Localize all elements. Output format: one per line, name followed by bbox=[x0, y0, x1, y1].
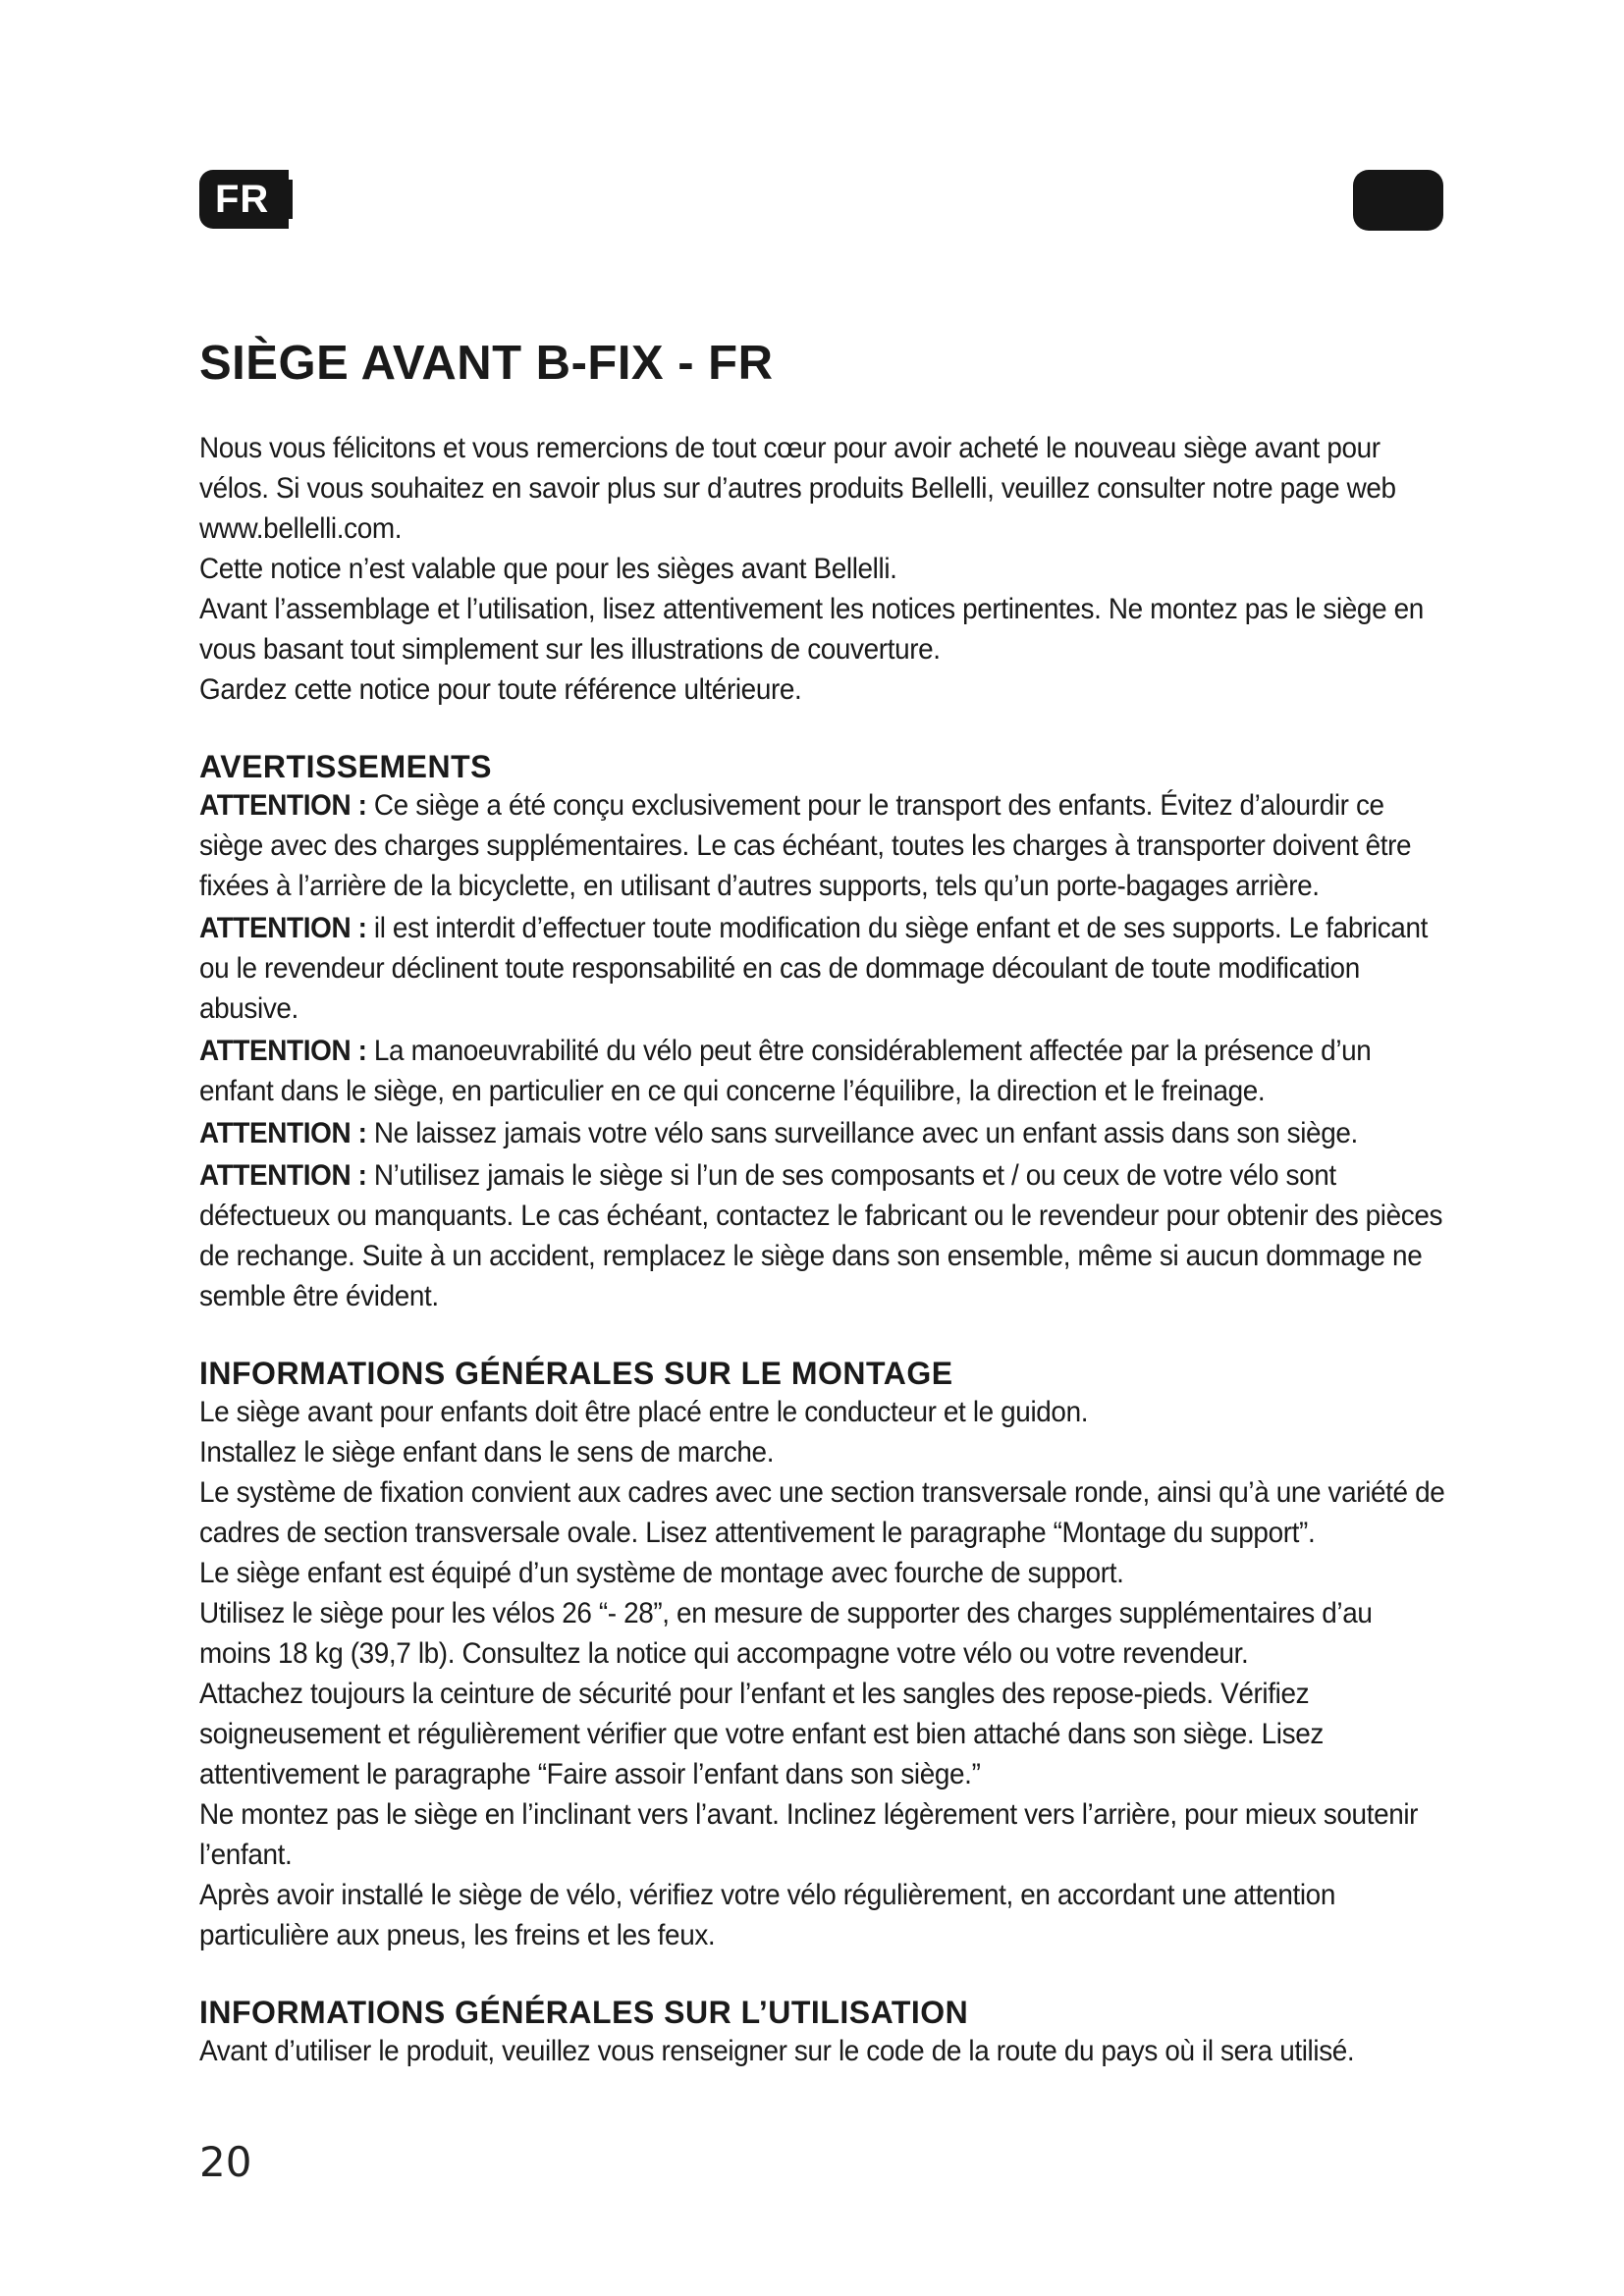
page-number: 20 bbox=[199, 2138, 252, 2186]
warning-item bbox=[199, 1031, 1446, 1111]
montage-paragraph: Utilisez le siège pour les vélos 26 “- 28”, en mesure de supporter des charges supplémentaires d’au moins 18 kg (39,7 lb). Consultez la notice qui accompagne votre vélo ou votre revendeur. bbox=[199, 1597, 1373, 1670]
warnings-heading: AVERTISSEMENTS bbox=[199, 749, 492, 784]
warning-text: La manoeuvrabilité du vélo peut être considérablement affectée par la présence d’un enfant dans le siège, en particulier en ce qui concerne l’équilibre, la direction et le freinage. bbox=[199, 1035, 1372, 1107]
warning-item bbox=[199, 785, 1446, 906]
utilisation-paragraph: Avant d’utiliser le produit, veuillez vous renseigner sur le code de la route du pays où il sera utilisé. bbox=[199, 2035, 1355, 2067]
warnings-section bbox=[199, 748, 1446, 1316]
warning-item bbox=[199, 1113, 1446, 1153]
intro-section bbox=[199, 428, 1446, 710]
warning-label: ATTENTION : bbox=[199, 912, 367, 944]
montage-heading: INFORMATIONS GÉNÉRALES SUR LE MONTAGE bbox=[199, 1356, 953, 1391]
montage-paragraph: Le système de fixation convient aux cadres avec une section transversale ronde, ainsi qu’à une variété de cadres de section transversale ovale. Lisez attentivement le paragraphe “Montage du support”. bbox=[199, 1476, 1445, 1549]
warning-label: ATTENTION : bbox=[199, 1117, 367, 1149]
montage-paragraph: Ne montez pas le siège en l’inclinant vers l’avant. Inclinez légèrement vers l’arrière, pour mieux soutenir l’enfant. bbox=[199, 1798, 1419, 1871]
warning-label: ATTENTION : bbox=[199, 1035, 367, 1067]
warning-label: ATTENTION : bbox=[199, 789, 367, 822]
warning-label: ATTENTION : bbox=[199, 1159, 367, 1192]
warning-item bbox=[199, 1155, 1446, 1316]
warning-text: N’utilisez jamais le siège si l’un de ses composants et / ou ceux de votre vélo sont défectueux ou manquants. Le cas échéant, contactez le fabricant ou le revendeur pour obtenir des pièces de rechange. Suite à un accident, remplacez le siège dans son ensemble, même si aucun dommage ne semble être évident. bbox=[199, 1159, 1443, 1312]
warning-text: il est interdit d’effectuer toute modification du siège enfant et de ses supports. Le fabricant ou le revendeur déclinent toute responsabilité en cas de dommage découlant de toute modification abusive. bbox=[199, 912, 1428, 1025]
utilisation-section bbox=[199, 1994, 1446, 2071]
page-tab-marker bbox=[1353, 170, 1443, 231]
language-badge: FR bbox=[199, 170, 289, 229]
page-title: SIÈGE AVANT B-FIX - FR bbox=[199, 337, 774, 390]
intro-paragraph: Nous vous félicitons et vous remercions de tout cœur pour avoir acheté le nouveau siège avant pour vélos. Si vous souhaitez en savoir plus sur d’autres produits Bellelli, veuillez consulter notre page web www.bellelli.com. bbox=[199, 432, 1396, 545]
montage-paragraph: Attachez toujours la ceinture de sécurité pour l’enfant et les sangles des repose-pieds. Vérifiez soigneusement et régulièrement vérifier que votre enfant est bien attaché dans son siège. Lisez attentivement le paragraphe “Faire assoir l’enfant dans son siège.” bbox=[199, 1678, 1324, 1790]
montage-paragraph: Après avoir installé le siège de vélo, vérifiez votre vélo régulièrement, en accordant une attention particulière aux pneus, les freins et les feux. bbox=[199, 1879, 1335, 1951]
page-content bbox=[199, 334, 1446, 2109]
montage-paragraph: Le siège enfant est équipé d’un système de montage avec fourche de support. bbox=[199, 1557, 1124, 1589]
warning-text: Ne laissez jamais votre vélo sans surveillance avec un enfant assis dans son siège. bbox=[366, 1117, 1358, 1149]
montage-paragraph: Installez le siège enfant dans le sens de marche. bbox=[199, 1436, 775, 1468]
warning-text: Ce siège a été conçu exclusivement pour le transport des enfants. Évitez d’alourdir ce siège avec des charges supplémentaires. Le cas échéant, toutes les charges à transporter doivent être fixées à l’arrière de la bicyclette, en utilisant d’autres supports, tels qu’un porte-bagages arrière. bbox=[199, 789, 1412, 902]
montage-paragraph: Le siège avant pour enfants doit être placé entre le conducteur et le guidon. bbox=[199, 1396, 1089, 1428]
intro-paragraph: Avant l’assemblage et l’utilisation, lisez attentivement les notices pertinentes. Ne montez pas le siège en vous basant tout simplement sur les illustrations de couverture. bbox=[199, 593, 1424, 666]
montage-section bbox=[199, 1355, 1446, 1955]
intro-paragraph: Gardez cette notice pour toute référence ultérieure. bbox=[199, 673, 802, 706]
utilisation-heading: INFORMATIONS GÉNÉRALES SUR L’UTILISATION bbox=[199, 1995, 969, 2030]
intro-paragraph: Cette notice n’est valable que pour les sièges avant Bellelli. bbox=[199, 553, 897, 585]
warning-item bbox=[199, 908, 1446, 1029]
